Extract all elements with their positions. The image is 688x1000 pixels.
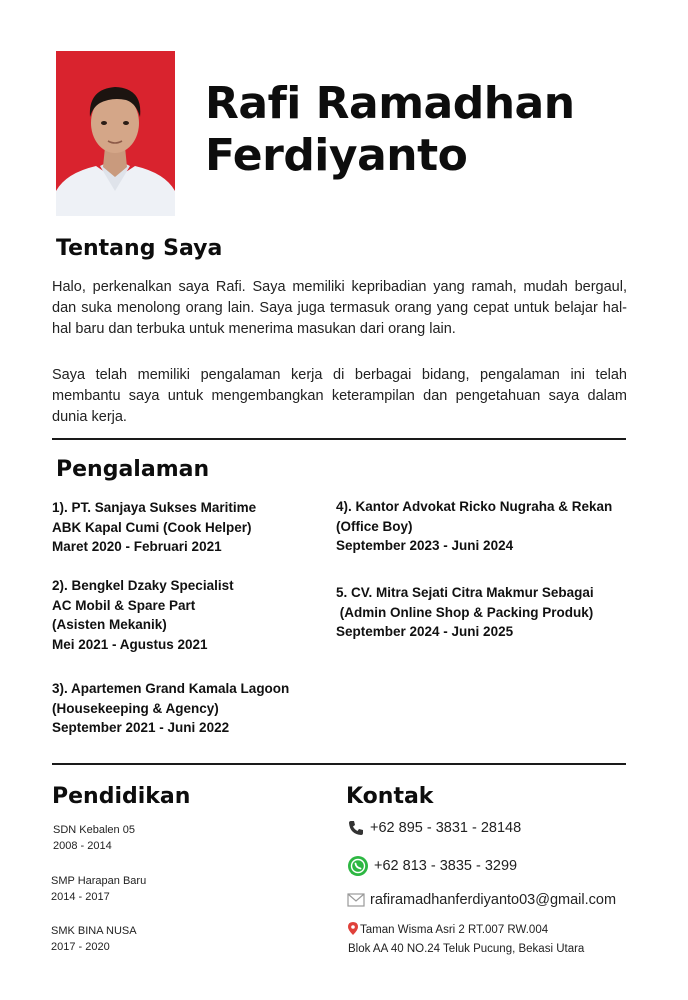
job-role: (Office Boy) xyxy=(336,518,413,534)
address-line-2: Blok AA 40 NO.24 Teluk Pucung, Bekasi Utara xyxy=(348,943,585,955)
school-years: 2008 - 2014 xyxy=(53,840,112,852)
experience-heading: Pengalaman xyxy=(56,457,210,482)
profile-photo xyxy=(56,51,175,216)
education-item-1 xyxy=(53,822,135,854)
experience-item-4 xyxy=(336,497,612,556)
job-period: Maret 2020 - Februari 2021 xyxy=(52,539,222,554)
contact-phone[interactable] xyxy=(346,818,521,838)
job-role: ABK Kapal Cumi (Cook Helper) xyxy=(52,519,252,535)
job-period: Mei 2021 - Agustus 2021 xyxy=(52,636,208,652)
education-item-2 xyxy=(51,873,146,905)
address-line-1 xyxy=(348,922,584,941)
education-item-3 xyxy=(51,923,137,955)
contact-whatsapp[interactable] xyxy=(346,854,517,878)
address-text-1: Taman Wisma Asri 2 RT.007 RW.004 xyxy=(360,924,549,936)
phone-number: +62 895 - 3831 - 28148 xyxy=(370,820,522,836)
experience-item-3 xyxy=(52,679,289,738)
job-company: 2). Bengkel Dzaky Specialist xyxy=(52,578,234,593)
phone-icon xyxy=(346,818,366,838)
job-period: September 2024 - Juni 2025 xyxy=(336,624,514,639)
school-years: 2017 - 2020 xyxy=(51,941,110,953)
experience-item-5 xyxy=(336,583,594,642)
email-address: rafiramadhanferdiyanto03@gmail.com xyxy=(370,892,617,908)
divider-2 xyxy=(52,763,626,765)
job-role: (Housekeeping & Agency) xyxy=(52,700,219,716)
job-company: 4). Kantor Advokat Ricko Nugraha & Rekan xyxy=(336,499,613,514)
whatsapp-number: +62 813 - 3835 - 3299 xyxy=(374,858,518,874)
job-company: 1). PT. Sanjaya Sukses Maritime xyxy=(52,500,257,515)
experience-item-1 xyxy=(52,498,256,557)
job-company: 5. CV. Mitra Sejati Citra Makmur Sebagai xyxy=(336,585,594,600)
location-pin-icon xyxy=(348,922,358,941)
job-period: September 2023 - Juni 2024 xyxy=(336,538,514,553)
contact-heading: Kontak xyxy=(346,784,434,809)
about-heading: Tentang Saya xyxy=(56,236,223,261)
divider-1 xyxy=(52,438,626,440)
experience-item-2 xyxy=(52,576,234,654)
email-icon xyxy=(346,890,366,910)
school-years: 2014 - 2017 xyxy=(51,891,110,903)
name-line-1: Rafi Ramadhan xyxy=(205,78,575,129)
job-role: (Admin Online Shop & Packing Produk) xyxy=(336,604,594,620)
contact-address xyxy=(348,922,584,958)
education-heading: Pendidikan xyxy=(52,784,191,809)
portrait-illustration xyxy=(56,51,175,216)
job-company: 3). Apartemen Grand Kamala Lagoon xyxy=(52,681,290,696)
about-paragraph-2: Saya telah memiliki pengalaman kerja di berbagai bidang, pengalaman ini telah membantu saya untuk mengembangkan keterampilan dan pengetahuan saya dalam dunia kerja. xyxy=(52,367,627,425)
contact-email[interactable] xyxy=(346,890,616,910)
job-role: (Asisten Mekanik) xyxy=(52,617,167,632)
name-line-2: Ferdiyanto xyxy=(205,130,468,181)
profile-name xyxy=(205,78,575,182)
school-name: SDN Kebalen 05 xyxy=(53,824,135,836)
about-paragraph-1: Halo, perkenalkan saya Rafi. Saya memiliki kepribadian yang ramah, mudah bergaul, dan suka menolong orang lain. Saya juga termasuk orang yang cepat untuk belajar hal-hal baru dan terbuka untuk menerima masukan dari orang lain. xyxy=(52,279,627,337)
job-detail: AC Mobil & Spare Part xyxy=(52,597,196,613)
whatsapp-icon xyxy=(346,854,370,878)
school-name: SMK BINA NUSA xyxy=(51,925,137,937)
school-name: SMP Harapan Baru xyxy=(51,875,147,887)
job-period: September 2021 - Juni 2022 xyxy=(52,720,230,735)
